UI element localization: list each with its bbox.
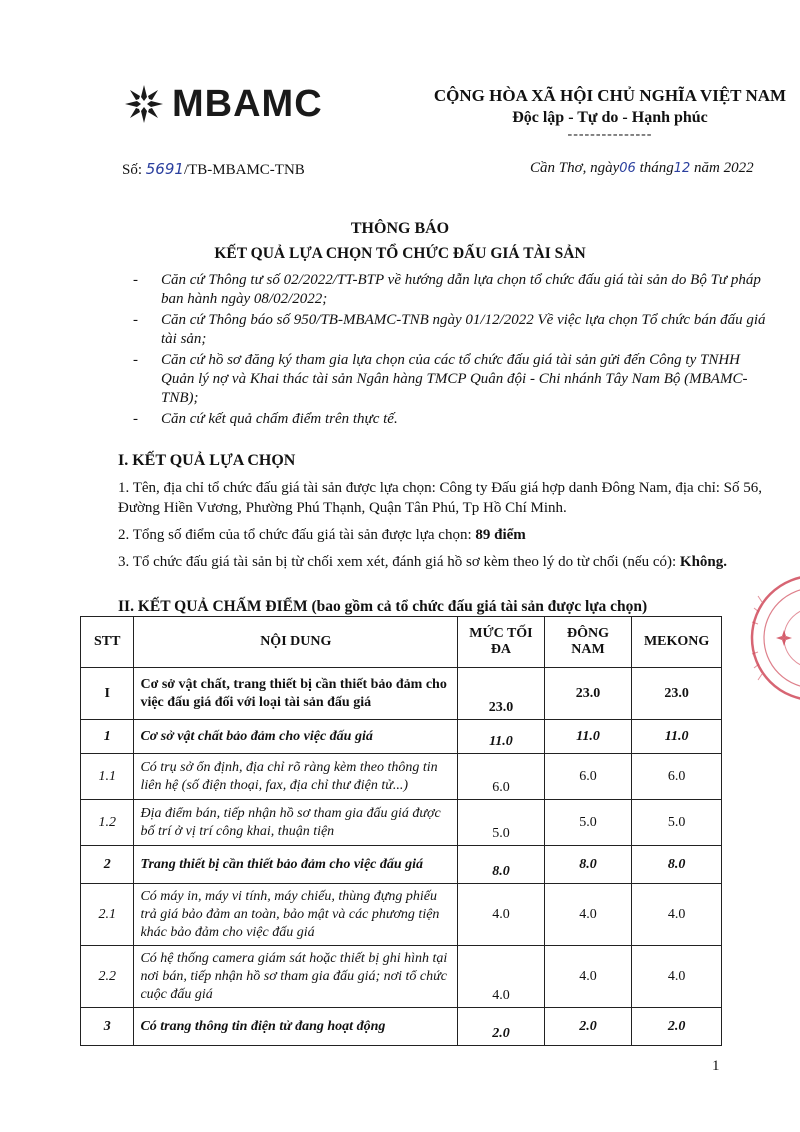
header-stt: STT [81, 617, 134, 668]
table-row: 2 Trang thiết bị cần thiết bảo đảm cho việc đấu giá 8.0 8.0 8.0 [81, 846, 722, 884]
score-table [80, 616, 722, 1046]
notice-title: THÔNG BÁO [350, 220, 450, 237]
header-mekong: MEKONG [632, 617, 722, 668]
logo-text: MBAMC [172, 82, 323, 125]
rejected-value: Không. [679, 554, 728, 570]
table-row: 1.1 Có trụ sở ổn định, địa chỉ rõ ràng kèm theo thông tin liên hệ (số điện thoại, fax, địa chỉ thư điện tử...) 6.0 6.0 6.0 [81, 754, 722, 800]
total-score-value: 89 điểm [475, 527, 526, 543]
total-score-paragraph: 2. Tổng số điểm của tổ chức đấu giá tài sản được lựa chọn: 89 điểm [118, 527, 526, 543]
company-logo [122, 82, 323, 126]
legal-basis-item: - Căn cứ hồ sơ đăng ký tham gia lựa chọn của các tổ chức đấu giá tài sản gửi đến Công ty TNHH Quản lý nợ và Khai thác tài sản Ngân hàng TMCP Quân đội - Chi nhánh Tây Nam Bộ (MBAMC-TNB); [133, 351, 773, 408]
header-max: MỨC TỐI ĐA [458, 617, 545, 668]
national-motto: Độc lập - Tự do - Hạnh phúc [512, 109, 708, 126]
handwritten-day: 06 [619, 161, 636, 176]
national-title: CỘNG HÒA XÃ HỘI CHỦ NGHĨA VIỆT NAM [433, 86, 787, 105]
legal-bases-list [133, 271, 773, 431]
legal-basis-item: - Căn cứ kết quả chấm điểm trên thực tế. [133, 410, 773, 429]
section-1-heading: I. KẾT QUẢ LỰA CHỌN [118, 452, 296, 469]
rejected-organizations-paragraph: 3. Tổ chức đấu giá tài sản bị từ chối xem xét, đánh giá hồ sơ kèm theo lý do từ chối (nếu có): Không. [118, 554, 728, 570]
table-row: 3 Có trang thông tin điện tử đang hoạt động 2.0 2.0 2.0 [81, 1008, 722, 1046]
mbamc-logo-icon [122, 82, 166, 126]
handwritten-month: 12 [673, 161, 691, 176]
document-number: Số: 5691/TB-MBAMC-TNB [122, 160, 305, 178]
motto-rule: --------------- [567, 127, 653, 142]
table-header-row [81, 617, 722, 668]
document-date: Cần Thơ, ngày06 tháng12 năm 2022 [530, 160, 754, 176]
notice-subtitle: KẾT QUẢ LỰA CHỌN TỔ CHỨC ĐẤU GIÁ TÀI SẢN [214, 245, 586, 262]
table-row: 2.2 Có hệ thống camera giám sát hoặc thiết bị ghi hình tại nơi bán, tiếp nhận hồ sơ tham gia đấu giá; nơi tổ chức cuộc đấu giá 4.0 4.0 4.0 [81, 946, 722, 1008]
table-row: I Cơ sở vật chất, trang thiết bị cần thiết bảo đảm cho việc đấu giá đối với loại tài sản đấu giá 23.0 23.0 23.0 [81, 668, 722, 720]
selected-organization-paragraph: 1. Tên, địa chỉ tổ chức đấu giá tài sản được lựa chọn: Công ty Đấu giá hợp danh Đông Nam, địa chỉ: Số 56, Đường Hiền Vương, Phường Phú Thạnh, Quận Tân Phú, Tp Hồ Chí Minh. [118, 480, 763, 516]
header-dongnam: ĐÔNG NAM [544, 617, 631, 668]
legal-basis-item: - Căn cứ Thông báo số 950/TB-MBAMC-TNB ngày 01/12/2022 Về việc lựa chọn Tổ chức bán đấu giá tài sản; [133, 311, 773, 349]
table-row: 1.2 Địa điểm bán, tiếp nhận hồ sơ tham gia đấu giá được bố trí ở vị trí công khai, thuận tiện 5.0 5.0 5.0 [81, 800, 722, 846]
legal-basis-item: - Căn cứ Thông tư số 02/2022/TT-BTP về hướng dẫn lựa chọn tổ chức đấu giá tài sản do Bộ Tư pháp ban hành ngày 08/02/2022; [133, 271, 773, 309]
section-2-heading: II. KẾT QUẢ CHẤM ĐIỂM (bao gồm cả tổ chức đấu giá tài sản được lựa chọn) [118, 598, 648, 615]
handwritten-number: 5691 [145, 160, 184, 178]
company-seal-icon [732, 568, 800, 708]
page-number: 1 [712, 1058, 720, 1074]
header-content: NỘI DUNG [134, 617, 458, 668]
table-row: 1 Cơ sở vật chất bảo đảm cho việc đấu giá 11.0 11.0 11.0 [81, 720, 722, 754]
table-row: 2.1 Có máy in, máy vi tính, máy chiếu, thùng đựng phiếu trả giá bảo đảm an toàn, bảo mật và các phương tiện khác bảo đảm cho việc đấu giá 4.0 4.0 4.0 [81, 884, 722, 946]
